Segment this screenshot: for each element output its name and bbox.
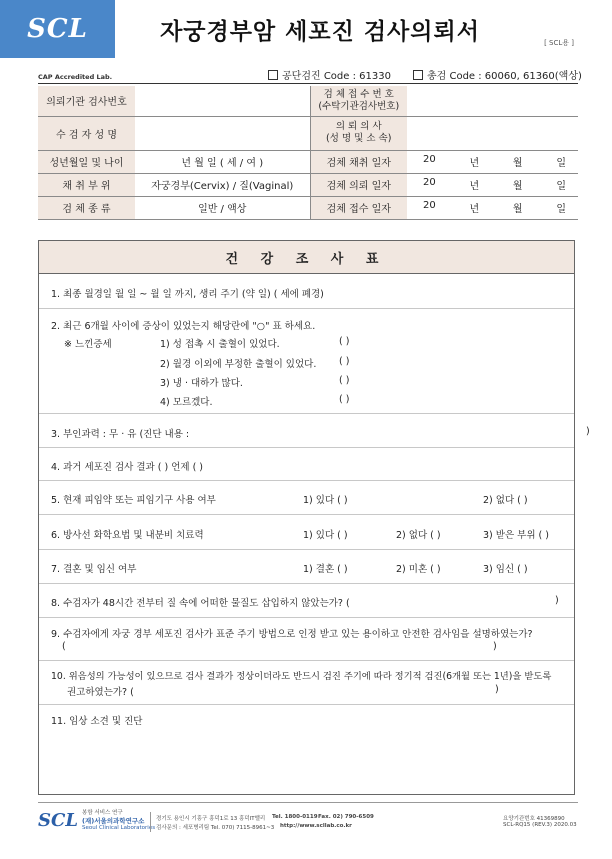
question-2-option-2: 2) 월경 이외에 부정한 출혈이 있었다.	[160, 359, 317, 370]
divider	[39, 447, 574, 448]
divider	[39, 514, 574, 515]
question-5-answer-2[interactable]: 2) 없다 ( )	[483, 495, 528, 506]
question-10: 10. 위음성의 가능성이 있으므로 검사 결과가 정상이더라도 반드시 검진 주기에 따라 정기적 검진(6개월 또는 1년)을 받도록	[51, 671, 552, 682]
divider	[39, 583, 574, 584]
birthdate-field[interactable]: 년 월 일 ( 세 / 여 )	[135, 150, 310, 173]
question-10-answer-close: )	[495, 684, 499, 695]
scl-tag: [ SCL용 ]	[544, 39, 574, 47]
specimen-type-field[interactable]: 일반 / 액상	[135, 196, 310, 219]
question-9-answer-open[interactable]: (	[62, 641, 66, 652]
request-date-label: 검체 의뢰 일자	[310, 173, 407, 196]
footer-org: (재)서울의과학연구소	[82, 817, 145, 825]
question-1[interactable]: 1. 최종 월경일 월 일 ~ 월 일 까지, 생리 주기 (약 일) ( 세에 폐경)	[51, 289, 324, 300]
receipt-date-label: 검체 접수 일자	[310, 196, 407, 219]
question-7: 7. 결혼 및 임신 여부	[51, 564, 137, 575]
institution-number-field[interactable]	[135, 86, 310, 116]
footer-institution-number: 요양기관번호 41369890	[503, 816, 565, 822]
divider	[39, 704, 574, 705]
info-table	[38, 86, 578, 220]
divider	[39, 617, 574, 618]
question-5-answer-1[interactable]: 1) 있다 ( )	[303, 495, 348, 506]
question-2-option-4-check[interactable]: ( )	[339, 394, 350, 405]
question-7-answer-3[interactable]: 3) 임신 ( )	[483, 564, 528, 575]
question-4[interactable]: 4. 과거 세포진 검사 결과 ( ) 언제 ( )	[51, 462, 204, 473]
footer-tel: Tel. 1800-0119	[272, 814, 318, 820]
question-7-answer-2[interactable]: 2) 미혼 ( )	[396, 564, 441, 575]
scl-logo: SCL	[0, 0, 115, 58]
code-line	[268, 67, 582, 82]
question-2-option-1-check[interactable]: ( )	[339, 336, 350, 347]
form-title: 자궁경부암 세포진 검사의뢰서	[160, 18, 480, 45]
question-3[interactable]: 3. 부인과력 : 무 · 유 (진단 내용 :	[51, 429, 190, 440]
health-survey-title: 건 강 조 사 표	[39, 241, 574, 274]
question-2-note: ※ 느낀증세	[64, 339, 112, 350]
question-11: 11. 임상 소견 및 진단	[51, 716, 143, 727]
footer-doc-code: SCL-RQ15 (REV.3) 2020.03	[503, 822, 577, 828]
question-6-answer-2[interactable]: 2) 없다 ( )	[396, 530, 441, 541]
divider	[39, 660, 574, 661]
question-7-answer-1[interactable]: 1) 결혼 ( )	[303, 564, 348, 575]
collection-date-field[interactable]: 20 년 월 일	[407, 150, 578, 173]
footer-website[interactable]: http://www.scllab.co.kr	[280, 823, 352, 829]
question-2-option-1: 1) 성 접촉 시 출혈이 있었다.	[160, 339, 280, 350]
general-checkup-checkbox[interactable]	[413, 70, 423, 80]
footer-scl-logo: SCL	[38, 810, 78, 831]
footer-org-en: Seoul Clinical Laboratories	[82, 825, 156, 831]
doctor-field[interactable]	[407, 116, 578, 150]
footer-tagline: 봉함 서비스 연구	[82, 810, 123, 816]
question-6: 6. 방사선 화학요법 및 내분비 치료력	[51, 530, 204, 541]
public-checkup-code: 공단검진 Code : 61330	[282, 71, 391, 82]
footer-address: 경기도 용인시 기흥구 흥덕1로 13 흥덕IT밸리	[156, 816, 266, 822]
divider	[39, 549, 574, 550]
divider	[39, 308, 574, 309]
question-6-answer-3[interactable]: 3) 받은 부위 ( )	[483, 530, 549, 541]
question-8[interactable]: 8. 수검자가 48시간 전부터 질 속에 어떠한 물질도 삽입하지 않았는가? (	[51, 598, 350, 609]
divider	[39, 480, 574, 481]
footer-rule	[38, 802, 578, 803]
question-8-close: )	[555, 595, 559, 606]
collection-date-label: 검체 채취 일자	[310, 150, 407, 173]
doctor-label: 의 뢰 의 사 (성 명 및 소 속)	[310, 116, 407, 150]
question-9-answer-close: )	[493, 641, 497, 652]
question-6-answer-1[interactable]: 1) 있다 ( )	[303, 530, 348, 541]
institution-number-label: 의뢰기관 검사번호	[38, 86, 135, 116]
public-checkup-checkbox[interactable]	[268, 70, 278, 80]
request-date-field[interactable]: 20 년 월 일	[407, 173, 578, 196]
question-9: 9. 수검자에게 자궁 경부 세포진 검사가 표준 주기 방법으로 인정 받고 있는 용이하고 안전한 검사임을 설명하였는가?	[51, 629, 533, 640]
question-2-option-3-check[interactable]: ( )	[339, 375, 350, 386]
site-field[interactable]: 자궁경부(Cervix) / 질(Vaginal)	[135, 173, 310, 196]
birthdate-label: 성년월일 및 나이	[38, 150, 135, 173]
question-2-option-3: 3) 냉 · 대하가 많다.	[160, 378, 243, 389]
footer-divider	[150, 812, 151, 832]
question-2-option-4: 4) 모르겠다.	[160, 397, 213, 408]
question-5: 5. 현재 피임약 또는 피임기구 사용 여부	[51, 495, 216, 506]
specimen-type-label: 검 체 종 류	[38, 196, 135, 219]
receipt-number-label: 검 체 접 수 번 호 (수탁기관검사번호)	[310, 86, 407, 116]
divider	[39, 413, 574, 414]
header-rule	[38, 83, 578, 84]
receipt-date-field[interactable]: 20 년 월 일	[407, 196, 578, 219]
clinical-findings-area[interactable]	[39, 728, 574, 793]
site-label: 채 취 부 위	[38, 173, 135, 196]
question-3-close: )	[586, 426, 590, 437]
question-2-option-2-check[interactable]: ( )	[339, 356, 350, 367]
patient-name-field[interactable]	[135, 116, 310, 150]
footer-fax: Fax. 02) 790-6509	[318, 814, 374, 820]
question-2: 2. 최근 6개월 사이에 증상이 있었는지 해당란에 "○" 표 하세요.	[51, 321, 316, 332]
question-10-answer-open[interactable]: 권고하였는가? (	[67, 687, 134, 698]
footer-inquiry: 검사문의 : 세포병리팀 Tel. 070) 7115-8961~3	[156, 825, 275, 831]
patient-name-label: 수 검 자 성 명	[38, 116, 135, 150]
receipt-number-field[interactable]	[407, 86, 578, 116]
general-checkup-code: 총검 Code : 60060, 61360(액상)	[426, 71, 582, 82]
cap-accredited: CAP Accredited Lab.	[38, 73, 113, 81]
